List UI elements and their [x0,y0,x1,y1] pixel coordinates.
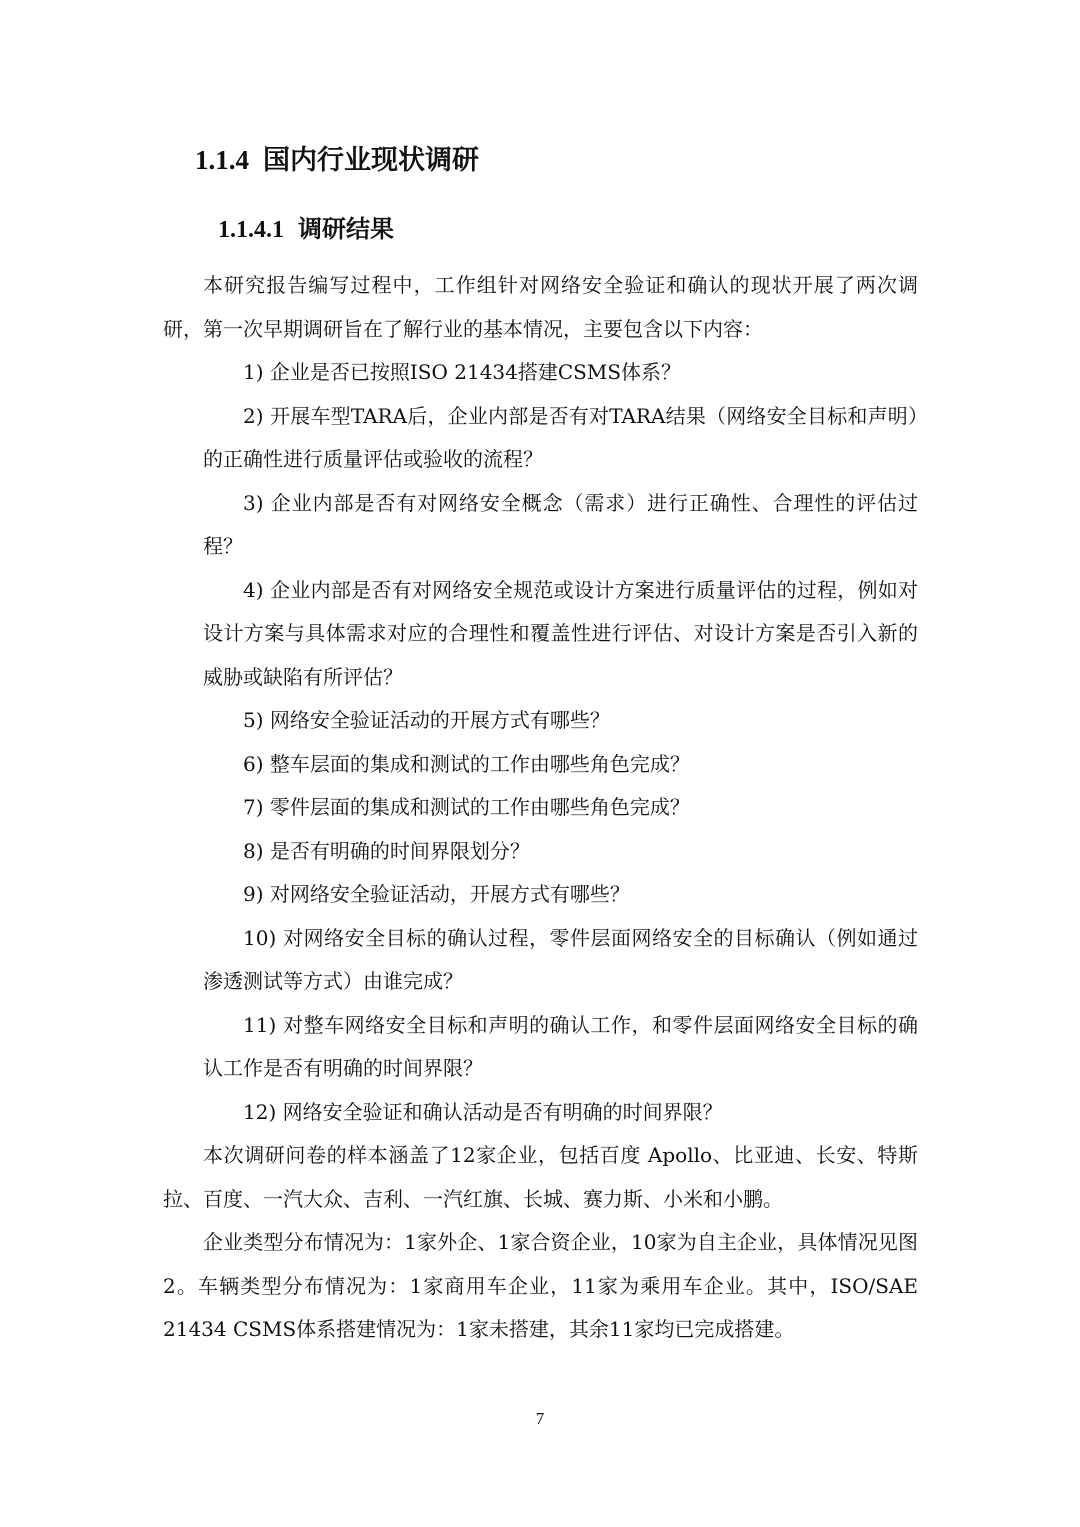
question-item-8: 8) 是否有明确的时间界限划分？ [243,838,530,863]
question-item-3: 3) 企业内部是否有对网络安全概念（需求）进行正确性、合理性的评估过程？ [203,490,918,558]
question-item-10: 10) 对网络安全目标的确认过程，零件层面网络安全的目标确认（例如通过渗透测试等方式）由谁完成？ [203,925,918,993]
section-number: 1.1.4 [195,145,249,175]
intro-paragraph: 本研究报告编写过程中，工作组针对网络安全验证和确认的现状开展了两次调研，第一次早期调研旨在了解行业的基本情况，主要包含以下内容： [163,273,918,341]
page-number: 7 [535,1409,545,1428]
body-text [163,264,918,1352]
question-item-5: 5) 网络安全验证活动的开展方式有哪些？ [243,708,610,732]
question-item-12: 12) 网络安全验证和确认活动是否有明确的时间界限？ [243,1099,723,1124]
question-item-11: 11) 对整车网络安全目标和声明的确认工作，和零件层面网络安全目标的确认工作是否有明确的时间界限？ [203,1012,918,1080]
question-item-4: 4) 企业内部是否有对网络安全规范或设计方案进行质量评估的过程，例如对设计方案与具体需求对应的合理性和覆盖性进行评估、对设计方案是否引入新的威胁或缺陷有所评估？ [203,577,918,689]
question-item-1: 1) 企业是否已按照ISO 21434搭建CSMS体系？ [243,360,682,384]
question-item-6: 6) 整车层面的集成和测试的工作由哪些角色完成？ [243,751,690,776]
subsection-title: 调研结果 [298,214,394,243]
section-heading [195,140,479,181]
question-item-9: 9) 对网络安全验证活动，开展方式有哪些？ [243,882,630,906]
section-title: 国内行业现状调研 [263,145,479,176]
subsection-number: 1.1.4.1 [218,217,284,243]
subsection-heading [218,210,394,249]
question-item-2: 2) 开展车型TARA后，企业内部是否有对TARA结果（网络安全目标和声明）的正确性进行质量评估或验收的流程？ [203,403,918,471]
sample-paragraph: 本次调研问卷的样本涵盖了12家企业，包括百度 Apollo、比亚迪、长安、特斯拉、百度、一汽大众、吉利、一汽红旗、长城、赛力斯、小米和小鹏。 [163,1143,918,1211]
question-item-7: 7) 零件层面的集成和测试的工作由哪些角色完成？ [243,795,690,819]
distribution-paragraph: 企业类型分布情况为：1家外企、1家合资企业，10家为自主企业，具体情况见图2。车辆类型分布情况为：1家商用车企业，11家为乘用车企业。其中，ISO/SAE 21434 CSMS体系搭建情况为：1家未搭建，其余11家均已完成搭建。 [163,1230,918,1341]
